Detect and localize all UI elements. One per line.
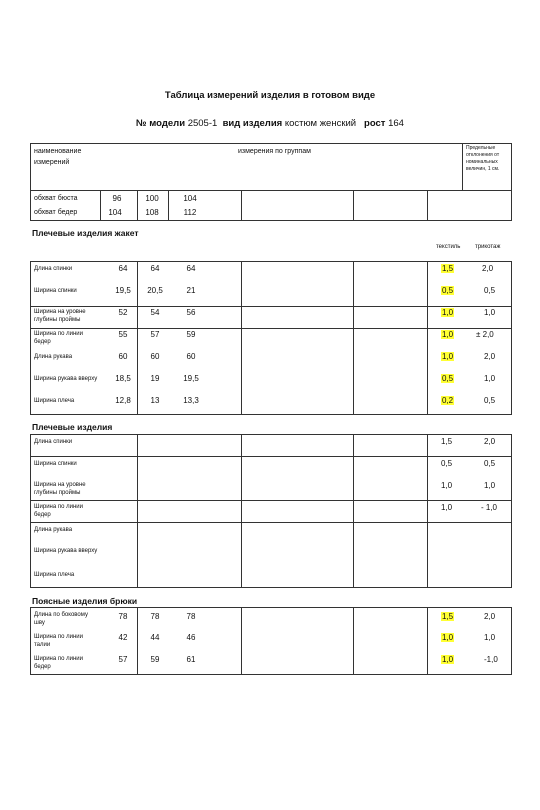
rule — [30, 306, 512, 307]
value-cell: 19,5 — [115, 286, 131, 295]
textile-value: 0,5 — [441, 459, 453, 468]
knit-value: 1,0 — [484, 308, 496, 317]
rule — [30, 190, 31, 221]
rule — [511, 261, 512, 415]
knit-value: 2,0 — [484, 352, 496, 361]
header-tolerance-3: номинальных — [466, 159, 498, 165]
rule — [241, 434, 242, 588]
rule — [30, 434, 512, 435]
rule — [511, 190, 512, 221]
rule — [30, 328, 512, 329]
knit-value: 0,5 — [484, 286, 496, 295]
rule — [353, 261, 354, 415]
rule — [427, 190, 428, 221]
rule — [30, 143, 31, 191]
knit-value: 0,5 — [484, 396, 496, 405]
section-title-jacket: Плечевые изделия жакет — [32, 228, 139, 238]
row-label: обхват бюста — [34, 195, 78, 202]
rule — [137, 434, 138, 588]
rule — [511, 143, 512, 191]
knit-value: ± 2,0 — [476, 330, 494, 339]
rule — [30, 500, 512, 501]
textile-value: 1,0 — [442, 308, 454, 317]
value-cell: 59 — [150, 655, 160, 664]
value-cell: 57 — [118, 655, 128, 664]
row-label: Ширина рукава вверху — [34, 548, 98, 554]
value-cell: 19 — [150, 374, 160, 383]
height-label: рост — [364, 118, 386, 129]
document-title: Таблица измерений изделия в готовом виде — [164, 90, 376, 101]
rule — [511, 434, 512, 588]
textile-value: 1,5 — [442, 264, 454, 273]
textile-value: 1,5 — [442, 612, 454, 621]
textile-value: 1,0 — [442, 330, 454, 339]
model-line — [0, 118, 540, 129]
knit-value: - 1,0 — [481, 503, 498, 512]
row-label-line1: Ширина по линии — [34, 656, 83, 662]
rule — [30, 674, 512, 675]
knit-value: 1,0 — [484, 633, 496, 642]
value-cell: 13 — [150, 396, 160, 405]
rule — [168, 190, 169, 221]
row-label-line1: Длина по боковому — [34, 612, 88, 618]
value-cell: 21 — [186, 286, 196, 295]
rule — [241, 261, 242, 415]
row-label: Ширина спинки — [34, 288, 77, 294]
row-label-line1: Ширина по линии — [34, 634, 83, 640]
row-label: Ширина плеча — [34, 398, 75, 404]
value-cell: 64 — [118, 264, 128, 273]
row-label-line2: бедер — [34, 339, 51, 345]
row-label-line1: Ширина по линии — [34, 331, 83, 337]
rule — [241, 607, 242, 675]
section-title-shoulder: Плечевые изделия — [32, 422, 113, 432]
rule — [30, 522, 512, 523]
row-label: Ширина спинки — [34, 461, 77, 467]
rule — [30, 607, 512, 608]
textile-value: 1,5 — [441, 437, 453, 446]
model-label: № модели — [136, 118, 186, 129]
col-textile: текстиль — [436, 244, 461, 250]
header-tolerance-1: Предельные — [466, 145, 496, 151]
value-cell: 44 — [150, 633, 160, 642]
value-cell: 112 — [183, 208, 197, 217]
textile-value: 0,2 — [442, 396, 454, 405]
header-name-line2: измерений — [34, 159, 70, 166]
value-cell: 64 — [150, 264, 160, 273]
textile-value: 1,0 — [442, 633, 454, 642]
knit-value: -1,0 — [484, 655, 498, 664]
rule — [30, 261, 512, 262]
rule — [30, 220, 512, 221]
rule — [462, 143, 463, 191]
textile-value: 1,0 — [441, 503, 453, 512]
section-title-trousers: Поясные изделия брюки — [32, 596, 138, 606]
rule — [30, 434, 31, 588]
row-label: Ширина плеча — [34, 572, 75, 578]
rule — [30, 143, 512, 144]
row-label: Длина рукава — [34, 354, 73, 360]
rule — [511, 607, 512, 675]
value-cell: 57 — [150, 330, 160, 339]
row-label-line1: Ширина на уровне — [34, 482, 86, 488]
rule — [241, 190, 242, 221]
value-cell: 55 — [118, 330, 128, 339]
row-label-line1: Ширина на уровне — [34, 309, 86, 315]
col-knit: трикотаж — [475, 244, 501, 250]
rule — [30, 587, 512, 588]
rule — [353, 190, 354, 221]
row-label: Ширина рукава вверху — [34, 376, 98, 382]
header-groups: измерения по группам — [238, 148, 311, 155]
knit-value: 2,0 — [484, 612, 496, 621]
rule — [30, 261, 31, 415]
header-tolerance-4: величин, 1 см. — [466, 166, 500, 172]
row-label: Длина спинки — [34, 439, 73, 445]
value-cell: 104 — [108, 208, 122, 217]
row-label: обхват бедер — [34, 209, 78, 216]
knit-value: 1,0 — [484, 481, 496, 490]
knit-value: 2,0 — [482, 264, 494, 273]
value-cell: 59 — [186, 330, 196, 339]
value-cell: 60 — [186, 352, 196, 361]
rule — [427, 607, 428, 675]
value-cell: 78 — [118, 612, 128, 621]
row-label-line2: глубины проймы — [34, 317, 81, 323]
value-cell: 78 — [150, 612, 160, 621]
value-cell: 64 — [186, 264, 196, 273]
value-cell: 52 — [118, 308, 128, 317]
row-label-line2: бедер — [34, 664, 51, 670]
value-cell: 12,8 — [115, 396, 131, 405]
textile-value: 0,5 — [442, 374, 454, 383]
row-label-line2: бедер — [34, 512, 51, 518]
value-cell: 19,5 — [183, 374, 199, 383]
kind-label: вид изделия — [222, 118, 283, 129]
rule — [30, 456, 512, 457]
value-cell: 108 — [145, 208, 159, 217]
knit-value: 2,0 — [484, 437, 496, 446]
value-cell: 18,5 — [115, 374, 131, 383]
knit-value: 0,5 — [484, 459, 496, 468]
textile-value: 1,0 — [442, 655, 454, 664]
value-cell: 78 — [186, 612, 196, 621]
rule — [427, 261, 428, 415]
rule — [427, 434, 428, 588]
kind-value: костюм женский — [284, 118, 357, 129]
value-cell: 104 — [183, 194, 197, 203]
row-label-line2: глубины проймы — [34, 490, 81, 496]
row-label: Длина спинки — [34, 266, 73, 272]
value-cell: 100 — [145, 194, 159, 203]
rule — [353, 607, 354, 675]
textile-value: 0,5 — [442, 286, 454, 295]
value-cell: 20,5 — [147, 286, 163, 295]
row-label-line2: талии — [34, 642, 51, 648]
rule — [30, 607, 31, 675]
rule — [30, 414, 512, 415]
value-cell: 60 — [150, 352, 160, 361]
value-cell: 60 — [118, 352, 128, 361]
value-cell: 46 — [186, 633, 196, 642]
row-label-line1: Ширина по линии — [34, 504, 83, 510]
header-name-line1: наименование — [34, 148, 82, 155]
value-cell: 61 — [186, 655, 196, 664]
header-tolerance-2: отклонения от — [466, 152, 500, 158]
value-cell: 96 — [112, 194, 122, 203]
value-cell: 42 — [118, 633, 128, 642]
value-cell: 13,3 — [183, 396, 199, 405]
value-cell: 56 — [186, 308, 196, 317]
rule — [353, 434, 354, 588]
height-value: 164 — [388, 118, 404, 129]
knit-value: 1,0 — [484, 374, 496, 383]
textile-value: 1,0 — [442, 352, 454, 361]
rule — [30, 190, 512, 191]
row-label-line2: шву — [34, 620, 45, 626]
row-label: Длина рукава — [34, 527, 73, 533]
value-cell: 54 — [150, 308, 160, 317]
textile-value: 1,0 — [441, 481, 453, 490]
model-number: 2505-1 — [187, 118, 218, 129]
